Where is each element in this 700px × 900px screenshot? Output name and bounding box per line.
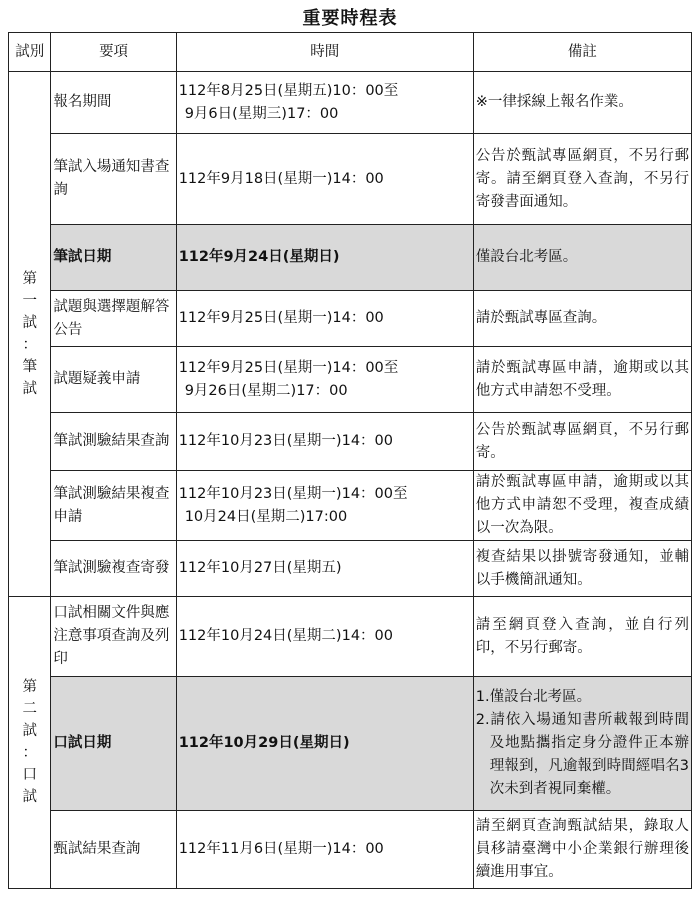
header-stage: 試別 — [9, 33, 51, 72]
note-cell: 請至網頁查詢甄試結果，錄取人員移請臺灣中小企業銀行辦理後續進用事宜。 — [473, 811, 691, 889]
header-note: 備註 — [473, 33, 691, 72]
table-row — [9, 413, 692, 471]
time-line: 9月26日(星期二)17：00 — [184, 382, 348, 399]
note-cell: 請於甄試專區申請，逾期或以其他方式申請恕不受理，複查成績以一次為限。 — [473, 471, 691, 541]
time-cell — [176, 72, 473, 134]
table-row — [9, 347, 692, 413]
item-cell: 試題疑義申請 — [51, 347, 176, 413]
note-cell: ※一律採線上報名作業。 — [473, 72, 691, 134]
time-line: 112年8月25日(星期五)10：00至 — [178, 82, 399, 99]
time-cell: 112年10月23日(星期一)14：00 — [176, 413, 473, 471]
section-label: 第 一 試 ： 筆 試 — [22, 270, 37, 397]
note-cell: 請於甄試專區查詢。 — [473, 291, 691, 347]
time-cell: 112年10月24日(星期二)14：00 — [176, 597, 473, 677]
table-row — [9, 811, 692, 889]
item-cell: 口試相關文件與應注意事項查詢及列印 — [51, 597, 176, 677]
table-row — [9, 72, 692, 134]
note-list-item: 1.僅設台北考區。 — [475, 689, 592, 705]
time-cell — [176, 471, 473, 541]
time-line: 9月6日(星期三)17：00 — [184, 105, 339, 122]
header-time: 時間 — [176, 33, 473, 72]
note-cell: 僅設台北考區。 — [473, 225, 691, 291]
item-cell: 報名期間 — [51, 72, 176, 134]
item-cell: 筆試日期 — [51, 225, 176, 291]
section-first-exam — [9, 72, 51, 597]
table-row — [9, 597, 692, 677]
section-second-exam — [9, 597, 51, 889]
table-header-row — [9, 33, 692, 72]
item-cell: 口試日期 — [51, 677, 176, 811]
note-cell: 公告於甄試專區網頁，不另行郵寄。 — [473, 413, 691, 471]
time-cell: 112年9月18日(星期一)14：00 — [176, 134, 473, 225]
table-row — [9, 225, 692, 291]
table-row — [9, 541, 692, 597]
time-cell: 112年10月27日(星期五) — [176, 541, 473, 597]
item-cell: 甄試結果查詢 — [51, 811, 176, 889]
item-cell: 筆試測驗結果複查申請 — [51, 471, 176, 541]
time-line: 112年9月25日(星期一)14：00至 — [178, 359, 399, 376]
table-row — [9, 471, 692, 541]
item-cell: 試題與選擇題解答公告 — [51, 291, 176, 347]
item-cell: 筆試測驗複查寄發 — [51, 541, 176, 597]
note-cell: 請至網頁登入查詢，並自行列印，不另行郵寄。 — [473, 597, 691, 677]
note-list-item: 2.請依入場通知書所載報到時間及地點攜指定身分證件正本辦理報到，凡逾報到時間經唱名3次未到者視同棄權。 — [475, 712, 689, 797]
note-cell: 請於甄試專區申請，逾期或以其他方式申請恕不受理。 — [473, 347, 691, 413]
note-cell — [473, 677, 691, 811]
time-line: 112年10月23日(星期一)14：00至 — [178, 485, 408, 502]
item-cell: 筆試測驗結果查詢 — [51, 413, 176, 471]
table-row — [9, 677, 692, 811]
note-list — [476, 686, 689, 801]
table-row — [9, 291, 692, 347]
time-line: 10月24日(星期二)17:00 — [184, 508, 348, 525]
header-item: 要項 — [51, 33, 176, 72]
note-cell: 公告於甄試專區網頁，不另行郵寄。請至網頁登入查詢，不另行寄發書面通知。 — [473, 134, 691, 225]
section-label: 第 二 試 ： 口 試 — [22, 679, 37, 805]
table-row — [9, 134, 692, 225]
time-cell — [176, 347, 473, 413]
time-cell: 112年11月6日(星期一)14：00 — [176, 811, 473, 889]
page-title: 重要時程表 — [302, 8, 398, 29]
time-cell: 112年9月24日(星期日) — [176, 225, 473, 291]
time-cell: 112年10月29日(星期日) — [176, 677, 473, 811]
item-cell: 筆試入場通知書查詢 — [51, 134, 176, 225]
schedule-table — [8, 32, 692, 889]
note-cell: 複查結果以掛號寄發通知，並輔以手機簡訊通知。 — [473, 541, 691, 597]
time-cell: 112年9月25日(星期一)14：00 — [176, 291, 473, 347]
